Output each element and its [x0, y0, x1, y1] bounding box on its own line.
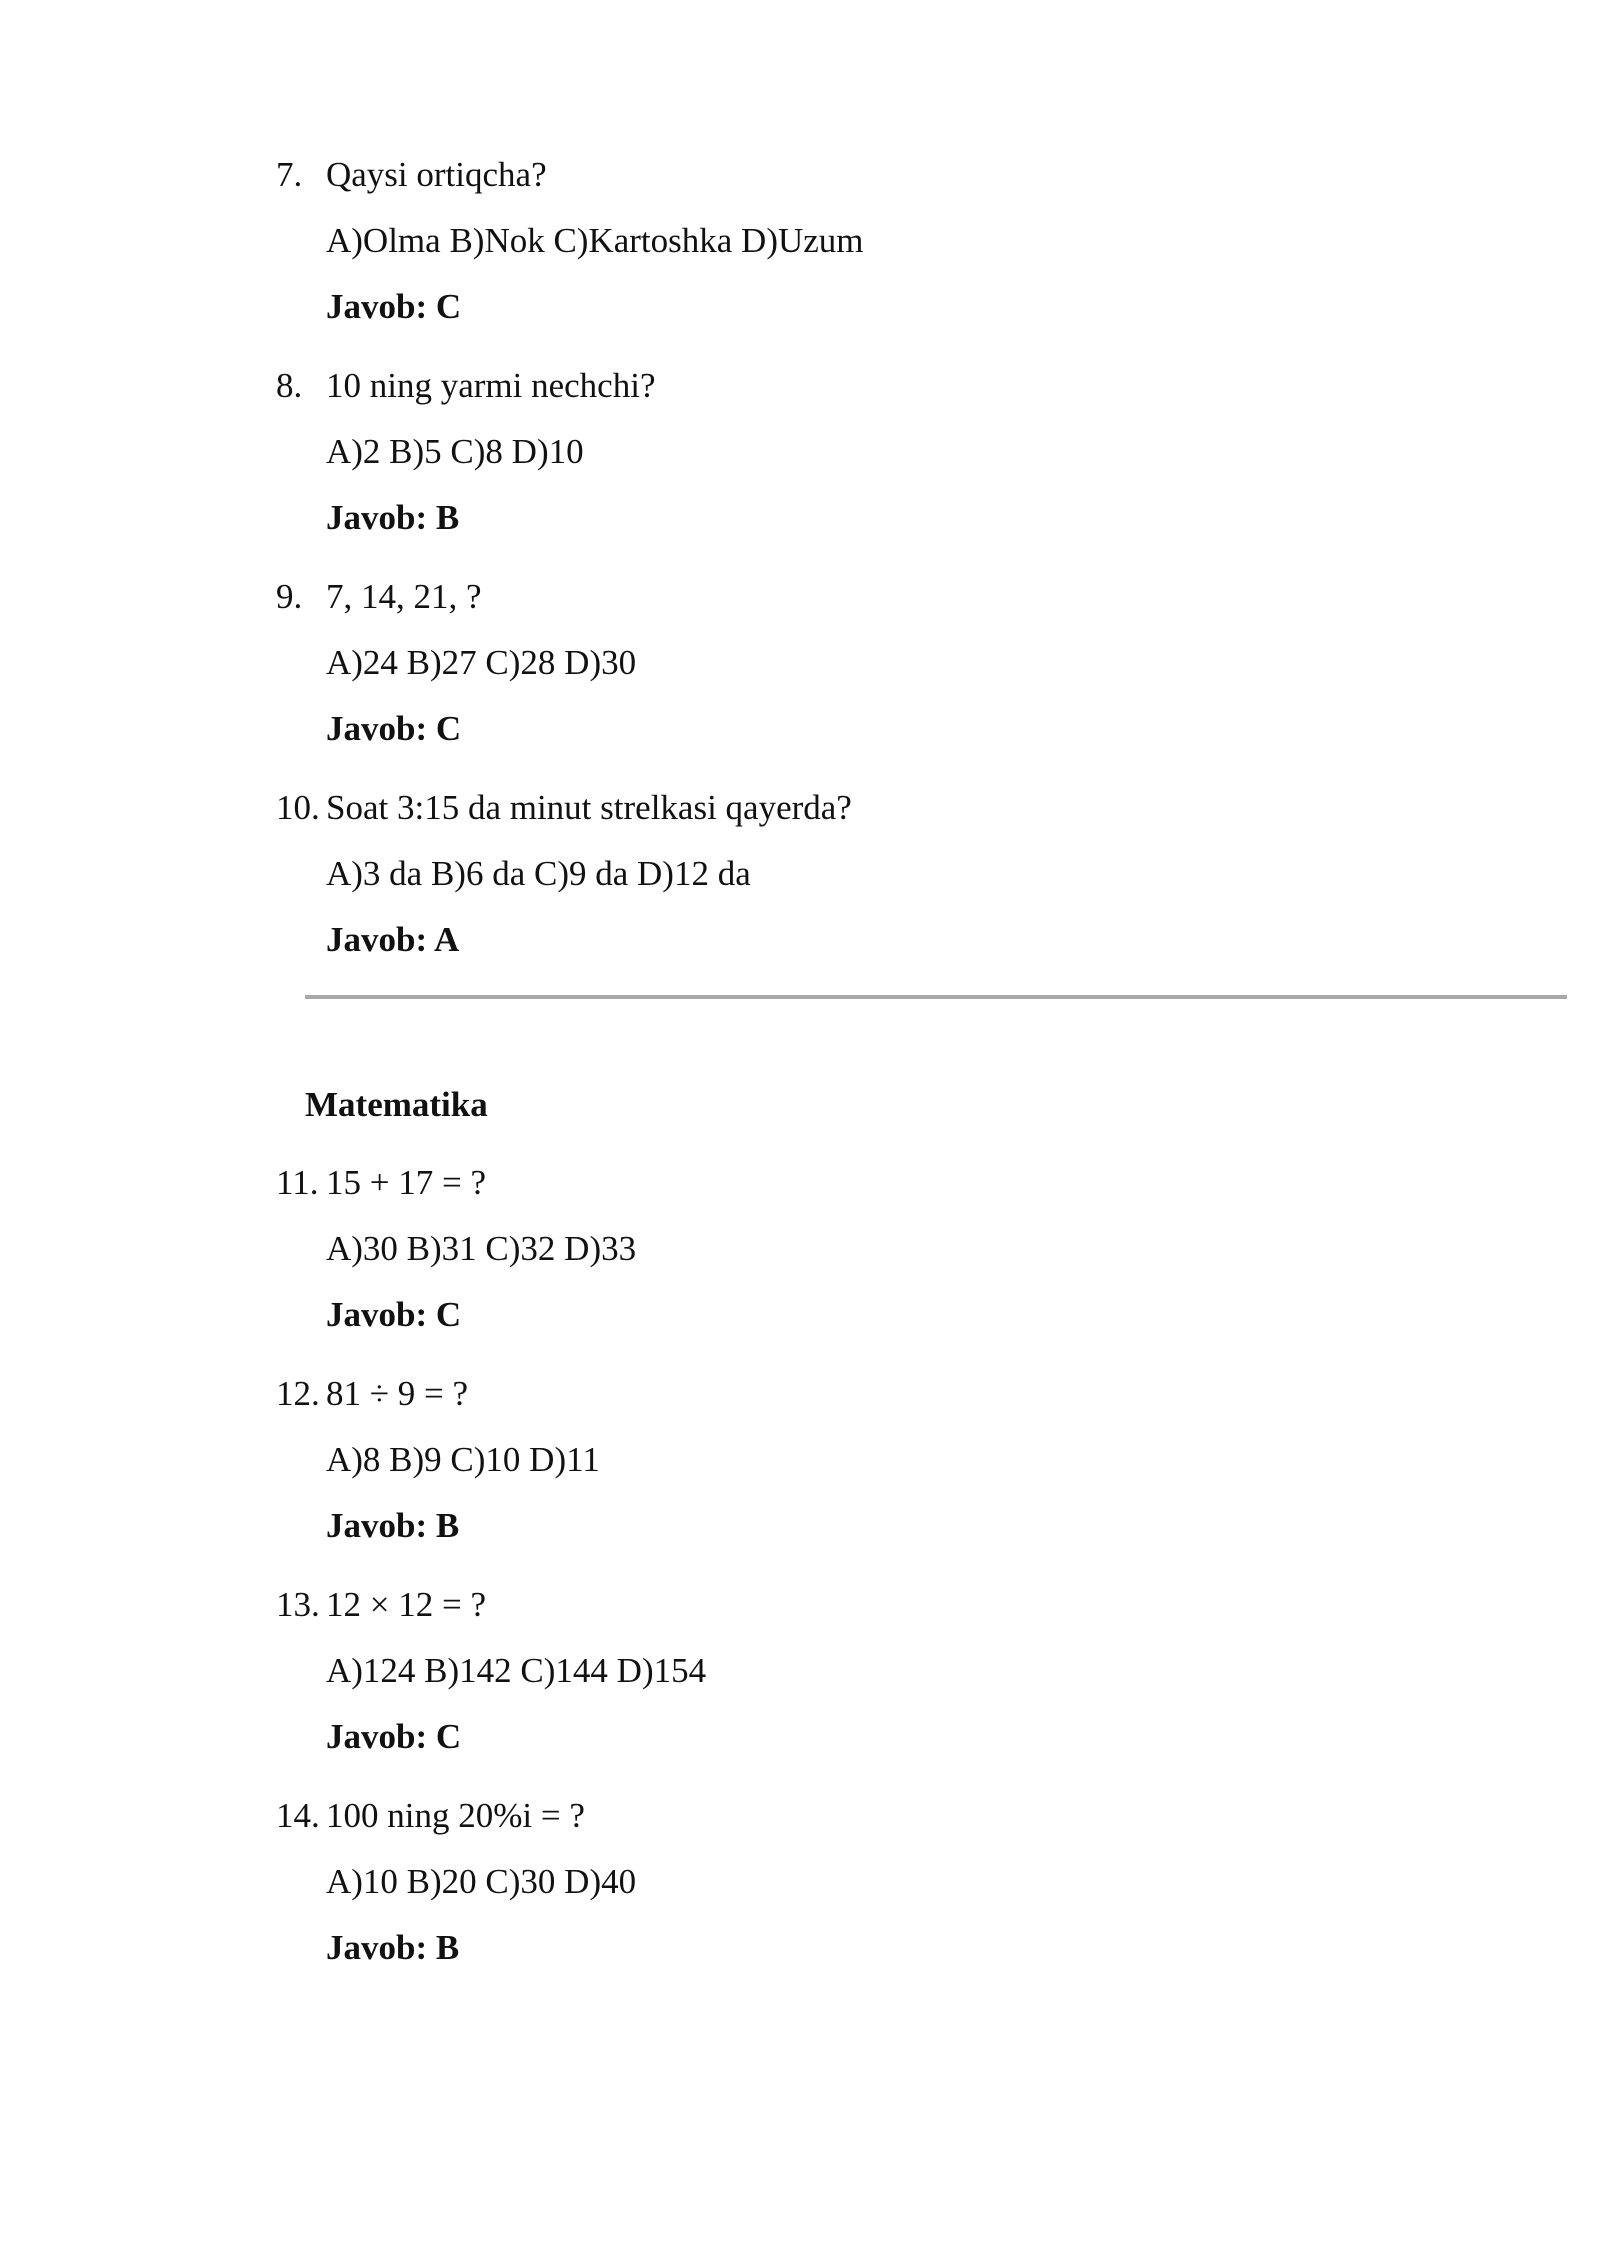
- question-number: 8.: [276, 366, 303, 405]
- correct-answer: Javob: C: [326, 709, 462, 748]
- question-text: 100 ning 20%i = ?: [326, 1796, 585, 1835]
- question-line: [276, 575, 1526, 641]
- question-text: Qaysi ortiqcha?: [326, 155, 547, 194]
- answer-options: A)30 B)31 C)32 D)33: [326, 1229, 637, 1268]
- answer-options: A)2 B)5 C)8 D)10: [326, 432, 584, 471]
- correct-answer: Javob: B: [326, 1506, 460, 1545]
- question-text: Soat 3:15 da minut strelkasi qayerda?: [326, 788, 852, 827]
- question-number: 9.: [276, 577, 303, 616]
- question-block: [276, 364, 1526, 540]
- question-text: 12 × 12 = ?: [326, 1585, 487, 1624]
- question-text: 15 + 17 = ?: [326, 1163, 487, 1202]
- question-block: [276, 1161, 1526, 1337]
- answer-options: A)24 B)27 C)28 D)30: [326, 643, 637, 682]
- question-line: [276, 1583, 1526, 1649]
- question-block: [276, 1372, 1526, 1548]
- question-block: [276, 786, 1526, 962]
- answer-options: A)124 B)142 C)144 D)154: [326, 1651, 707, 1690]
- correct-answer: Javob: C: [326, 1717, 462, 1756]
- question-number: 10.: [276, 788, 320, 827]
- question-block: [276, 575, 1526, 751]
- question-number: 11.: [276, 1163, 319, 1202]
- question-block: [276, 1583, 1526, 1759]
- answer-options: A)8 B)9 C)10 D)11: [326, 1440, 600, 1479]
- question-number: 12.: [276, 1374, 320, 1413]
- question-line: [276, 786, 1526, 852]
- answer-options: A)3 da B)6 da C)9 da D)12 da: [326, 854, 751, 893]
- question-block: [276, 1794, 1526, 1970]
- question-block: [276, 153, 1526, 329]
- answer-options: A)Olma B)Nok C)Kartoshka D)Uzum: [326, 221, 864, 260]
- question-line: [276, 1372, 1526, 1438]
- section-heading: Matematika: [305, 1085, 488, 1124]
- question-number: 7.: [276, 155, 303, 194]
- question-number: 13.: [276, 1585, 320, 1624]
- correct-answer: Javob: C: [326, 287, 462, 326]
- correct-answer: Javob: A: [326, 920, 460, 959]
- question-number: 14.: [276, 1796, 320, 1835]
- question-line: [276, 364, 1526, 430]
- correct-answer: Javob: C: [326, 1295, 462, 1334]
- correct-answer: Javob: B: [326, 498, 460, 537]
- question-line: [276, 1161, 1526, 1227]
- answer-options: A)10 B)20 C)30 D)40: [326, 1862, 637, 1901]
- correct-answer: Javob: B: [326, 1928, 460, 1967]
- horizontal-rule: [305, 995, 1567, 999]
- question-text: 7, 14, 21, ?: [326, 577, 482, 616]
- question-text: 10 ning yarmi nechchi?: [326, 366, 656, 405]
- question-text: 81 ÷ 9 = ?: [326, 1374, 468, 1413]
- question-line: [276, 1794, 1526, 1860]
- question-line: [276, 153, 1526, 219]
